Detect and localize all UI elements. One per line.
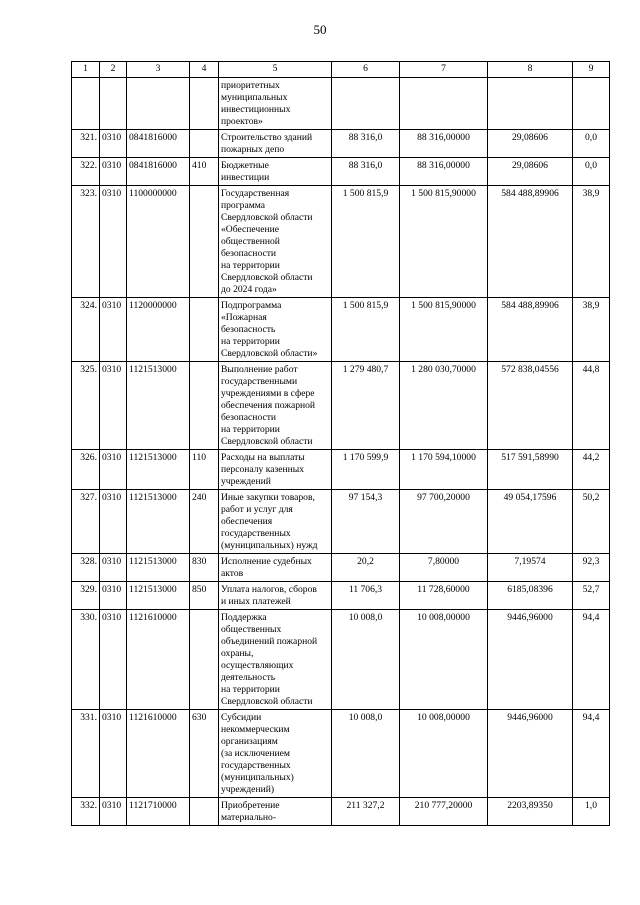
expense-kind-code: 850	[190, 582, 219, 610]
table-row	[72, 186, 610, 298]
item-name-line: «Обеспечение	[221, 224, 279, 235]
approved-amount: 1 500 815,90000	[400, 186, 488, 298]
page-number: 50	[313, 22, 327, 37]
executed-amount: 2203,89350	[488, 798, 573, 826]
section-code: 0310	[100, 298, 127, 362]
item-name-line: Выполнение работ	[221, 364, 298, 375]
column-header: 7	[400, 62, 488, 78]
approved-amount: 97 700,20000	[400, 490, 488, 554]
item-name-line: Свердловской области	[221, 272, 313, 283]
row-number: 327.	[72, 490, 100, 554]
item-name-line: Исполнение судебных	[221, 556, 312, 567]
section-code	[100, 78, 127, 130]
item-name-line: инвестиции	[221, 172, 270, 183]
approved-amount: 1 170 594,10000	[400, 450, 488, 490]
target-code: 1120000000	[127, 298, 190, 362]
row-number: 330.	[72, 610, 100, 710]
section-code: 0310	[100, 450, 127, 490]
item-name-line: Поддержка	[221, 612, 267, 623]
item-name	[219, 186, 332, 298]
planned-amount: 88 316,0	[332, 130, 400, 158]
approved-amount: 1 280 030,70000	[400, 362, 488, 450]
table-header-row	[72, 62, 610, 78]
item-name-line: (муниципальных)	[221, 772, 294, 783]
expense-kind-code	[190, 78, 219, 130]
executed-amount: 9446,96000	[488, 610, 573, 710]
expense-kind-code: 630	[190, 710, 219, 798]
item-name-line: обеспечения пожарной	[221, 400, 316, 411]
expense-kind-code	[190, 298, 219, 362]
row-number: 329.	[72, 582, 100, 610]
planned-amount: 10 008,0	[332, 710, 400, 798]
target-code: 1121513000	[127, 450, 190, 490]
target-code: 0841816000	[127, 158, 190, 186]
item-name-line: проектов»	[221, 116, 263, 127]
item-name-line: на территории	[221, 684, 280, 695]
executed-amount: 9446,96000	[488, 710, 573, 798]
item-name	[219, 798, 332, 826]
row-number: 324.	[72, 298, 100, 362]
section-code: 0310	[100, 710, 127, 798]
expense-kind-code: 240	[190, 490, 219, 554]
section-code: 0310	[100, 798, 127, 826]
item-name-line: работ и услуг для	[221, 504, 293, 515]
execution-percent: 50,2	[573, 490, 610, 554]
expense-kind-code	[190, 362, 219, 450]
execution-percent: 1,0	[573, 798, 610, 826]
approved-amount: 10 008,00000	[400, 710, 488, 798]
expense-kind-code: 410	[190, 158, 219, 186]
column-header: 6	[332, 62, 400, 78]
section-code: 0310	[100, 554, 127, 582]
expense-kind-code: 830	[190, 554, 219, 582]
executed-amount: 7,19574	[488, 554, 573, 582]
executed-amount: 572 838,04556	[488, 362, 573, 450]
budget-table	[71, 61, 610, 826]
target-code: 1121610000	[127, 710, 190, 798]
planned-amount: 211 327,2	[332, 798, 400, 826]
column-header: 8	[488, 62, 573, 78]
column-header: 3	[127, 62, 190, 78]
approved-amount: 7,80000	[400, 554, 488, 582]
item-name-line: учреждений	[221, 476, 271, 487]
planned-amount: 97 154,3	[332, 490, 400, 554]
item-name-line: Приобретение	[221, 800, 280, 811]
item-name-line: (муниципальных) нужд	[221, 540, 318, 551]
planned-amount: 1 279 480,7	[332, 362, 400, 450]
item-name-line: Уплата налогов, сборов	[221, 584, 317, 595]
table-row	[72, 798, 610, 826]
item-name	[219, 450, 332, 490]
executed-amount	[488, 78, 573, 130]
item-name-line: муниципальных	[221, 92, 288, 103]
item-name	[219, 710, 332, 798]
execution-percent: 44,8	[573, 362, 610, 450]
item-name-line: приоритетных	[221, 80, 280, 91]
row-number: 331.	[72, 710, 100, 798]
planned-amount: 11 706,3	[332, 582, 400, 610]
item-name-line: общественной	[221, 236, 280, 247]
item-name-line: «Пожарная	[221, 312, 267, 323]
approved-amount: 88 316,00000	[400, 130, 488, 158]
target-code: 1121513000	[127, 362, 190, 450]
item-name-line: Государственная	[221, 188, 290, 199]
item-name-line: Иные закупки товаров,	[221, 492, 315, 503]
execution-percent: 94,4	[573, 610, 610, 710]
column-header: 4	[190, 62, 219, 78]
table-row	[72, 130, 610, 158]
item-name-line: Строительство зданий	[221, 132, 313, 143]
execution-percent: 44,2	[573, 450, 610, 490]
execution-percent	[573, 78, 610, 130]
item-name-line: Субсидии	[221, 712, 262, 723]
table-row	[72, 554, 610, 582]
table-row	[72, 610, 610, 710]
table-row	[72, 582, 610, 610]
executed-amount: 584 488,89906	[488, 298, 573, 362]
execution-percent: 52,7	[573, 582, 610, 610]
item-name-line: Свердловской области	[221, 696, 313, 707]
approved-amount: 11 728,60000	[400, 582, 488, 610]
item-name-line: Свердловской области	[221, 212, 313, 223]
executed-amount: 29,08606	[488, 130, 573, 158]
section-code: 0310	[100, 362, 127, 450]
item-name-line: обеспечения	[221, 516, 273, 527]
row-number: 326.	[72, 450, 100, 490]
execution-percent: 0,0	[573, 158, 610, 186]
item-name	[219, 130, 332, 158]
planned-amount: 88 316,0	[332, 158, 400, 186]
execution-percent: 0,0	[573, 130, 610, 158]
execution-percent: 92,3	[573, 554, 610, 582]
section-code: 0310	[100, 130, 127, 158]
expense-kind-code: 110	[190, 450, 219, 490]
item-name-line: государственных	[221, 760, 291, 771]
table-row	[72, 362, 610, 450]
planned-amount: 20,2	[332, 554, 400, 582]
item-name-line: программа	[221, 200, 266, 211]
item-name	[219, 582, 332, 610]
item-name	[219, 554, 332, 582]
expense-kind-code	[190, 186, 219, 298]
item-name-line: Свердловской области	[221, 436, 313, 447]
executed-amount: 6185,08396	[488, 582, 573, 610]
expense-kind-code	[190, 610, 219, 710]
row-number: 322.	[72, 158, 100, 186]
table-row	[72, 450, 610, 490]
target-code: 1121710000	[127, 798, 190, 826]
target-code: 1121513000	[127, 582, 190, 610]
section-code: 0310	[100, 582, 127, 610]
section-code: 0310	[100, 610, 127, 710]
item-name-line: безопасность	[221, 324, 276, 335]
expense-kind-code	[190, 130, 219, 158]
executed-amount: 49 054,17596	[488, 490, 573, 554]
row-number: 328.	[72, 554, 100, 582]
item-name	[219, 490, 332, 554]
item-name-line: и иных платежей	[221, 596, 291, 607]
item-name-line: Свердловской области»	[221, 348, 318, 359]
target-code: 1121610000	[127, 610, 190, 710]
item-name-line: учреждениями в сфере	[221, 388, 315, 399]
planned-amount	[332, 78, 400, 130]
item-name-line: объединений пожарной	[221, 636, 318, 647]
item-name-line: Расходы на выплаты	[221, 452, 305, 463]
item-name-line: инвестиционных	[221, 104, 291, 115]
table-row	[72, 710, 610, 798]
item-name-line: на территории	[221, 260, 280, 271]
execution-percent: 38,9	[573, 186, 610, 298]
target-code: 1121513000	[127, 490, 190, 554]
approved-amount: 1 500 815,90000	[400, 298, 488, 362]
row-number: 332.	[72, 798, 100, 826]
table-row	[72, 298, 610, 362]
item-name-line: до 2024 года»	[221, 284, 277, 295]
row-number: 325.	[72, 362, 100, 450]
planned-amount: 1 500 815,9	[332, 298, 400, 362]
approved-amount: 10 008,00000	[400, 610, 488, 710]
item-name	[219, 158, 332, 186]
target-code: 0841816000	[127, 130, 190, 158]
planned-amount: 1 500 815,9	[332, 186, 400, 298]
execution-percent: 94,4	[573, 710, 610, 798]
item-name-line: охраны,	[221, 648, 254, 659]
expense-kind-code	[190, 798, 219, 826]
section-code: 0310	[100, 158, 127, 186]
target-code: 1121513000	[127, 554, 190, 582]
item-name-line: учреждений)	[221, 784, 275, 795]
table-row	[72, 78, 610, 130]
table-row	[72, 490, 610, 554]
item-name-line: безопасности	[221, 248, 277, 259]
item-name	[219, 78, 332, 130]
item-name-line: персоналу казенных	[221, 464, 305, 475]
target-code: 1100000000	[127, 186, 190, 298]
column-header: 1	[72, 62, 100, 78]
planned-amount: 10 008,0	[332, 610, 400, 710]
item-name-line: государственных	[221, 528, 291, 539]
item-name-line: актов	[221, 568, 244, 579]
item-name-line: некоммерческим	[221, 724, 290, 735]
item-name-line: Бюджетные	[221, 160, 269, 171]
approved-amount: 88 316,00000	[400, 158, 488, 186]
item-name-line: Подпрограмма	[221, 300, 282, 311]
execution-percent: 38,9	[573, 298, 610, 362]
item-name	[219, 362, 332, 450]
row-number	[72, 78, 100, 130]
item-name-line: пожарных депо	[221, 144, 285, 155]
column-header: 5	[219, 62, 332, 78]
item-name-line: государственными	[221, 376, 298, 387]
item-name-line: организациям	[221, 736, 278, 747]
item-name-line: (за исключением	[221, 748, 290, 759]
column-header: 9	[573, 62, 610, 78]
executed-amount: 584 488,89906	[488, 186, 573, 298]
item-name-line: материально-	[221, 812, 277, 823]
item-name	[219, 610, 332, 710]
item-name-line: деятельность	[221, 672, 276, 683]
item-name-line: безопасности	[221, 412, 277, 423]
section-code: 0310	[100, 186, 127, 298]
item-name-line: общественных	[221, 624, 282, 635]
planned-amount: 1 170 599,9	[332, 450, 400, 490]
item-name-line: на территории	[221, 336, 280, 347]
column-header: 2	[100, 62, 127, 78]
target-code	[127, 78, 190, 130]
executed-amount: 517 591,58990	[488, 450, 573, 490]
item-name-line: осуществляющих	[221, 660, 294, 671]
table-row	[72, 158, 610, 186]
row-number: 323.	[72, 186, 100, 298]
approved-amount: 210 777,20000	[400, 798, 488, 826]
row-number: 321.	[72, 130, 100, 158]
section-code: 0310	[100, 490, 127, 554]
executed-amount: 29,08606	[488, 158, 573, 186]
item-name	[219, 298, 332, 362]
approved-amount	[400, 78, 488, 130]
item-name-line: на территории	[221, 424, 280, 435]
